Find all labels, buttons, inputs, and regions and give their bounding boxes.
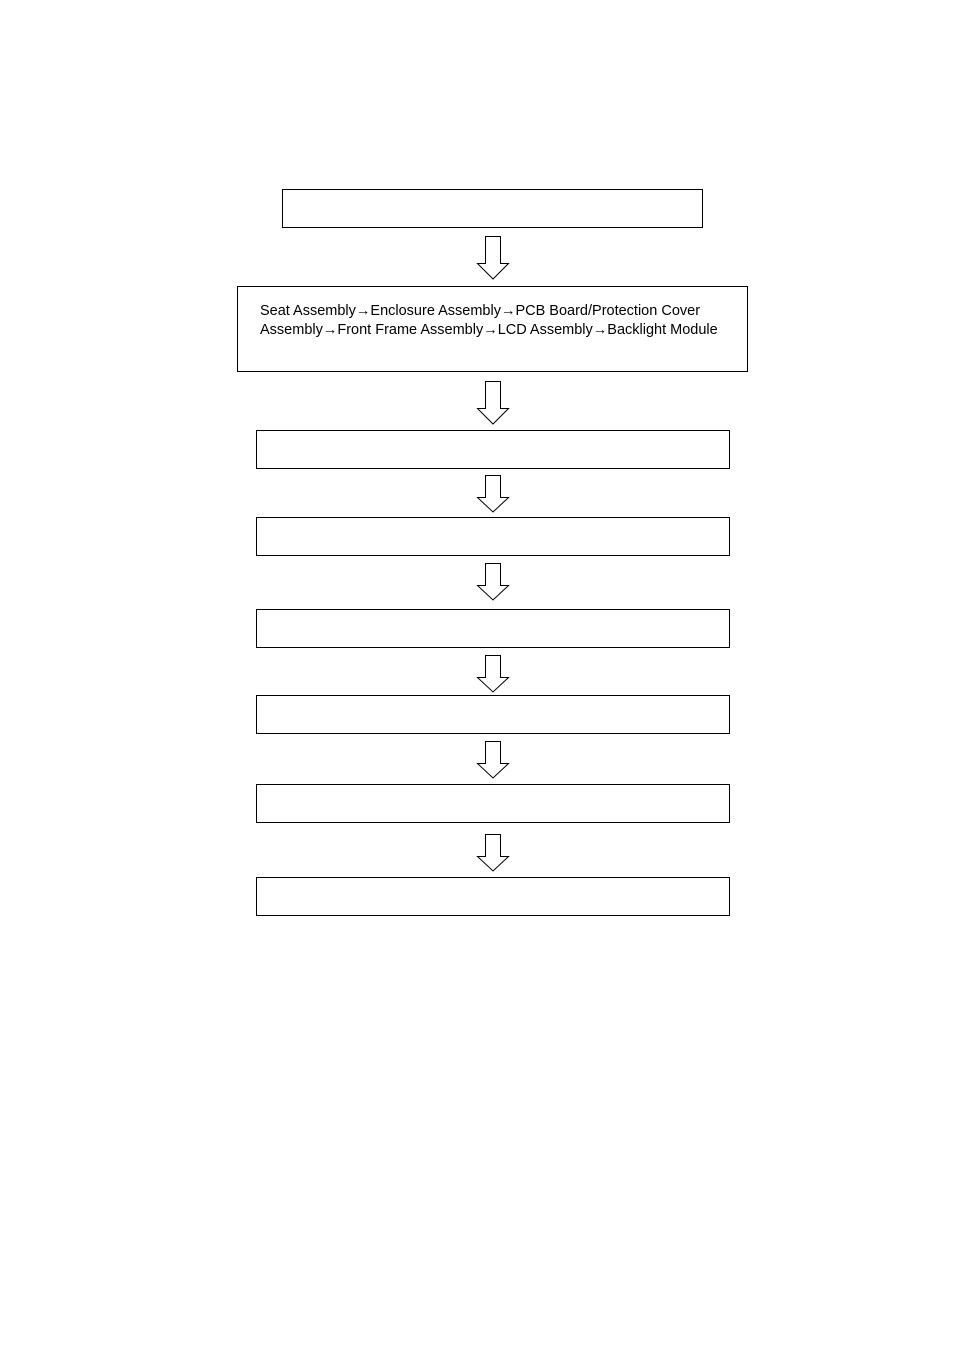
down-arrow-icon (476, 834, 510, 872)
flow-step-8 (256, 877, 730, 916)
flow-step-5 (256, 609, 730, 648)
down-arrow-icon (476, 381, 510, 425)
down-arrow-icon (476, 655, 510, 693)
flow-step-3 (256, 430, 730, 469)
flow-step-7 (256, 784, 730, 823)
flow-step-1 (282, 189, 703, 228)
down-arrow-icon (476, 741, 510, 779)
down-arrow-icon (476, 236, 510, 280)
flow-step-2 (237, 286, 748, 372)
flow-step-2-label: Seat Assembly→Enclosure Assembly→PCB Board/Protection Cover Assembly→Front Frame Assembly→LCD Assembly→Backlight Module (260, 303, 718, 338)
flow-step-4 (256, 517, 730, 556)
flow-step-6 (256, 695, 730, 734)
down-arrow-icon (476, 563, 510, 601)
down-arrow-icon (476, 475, 510, 513)
